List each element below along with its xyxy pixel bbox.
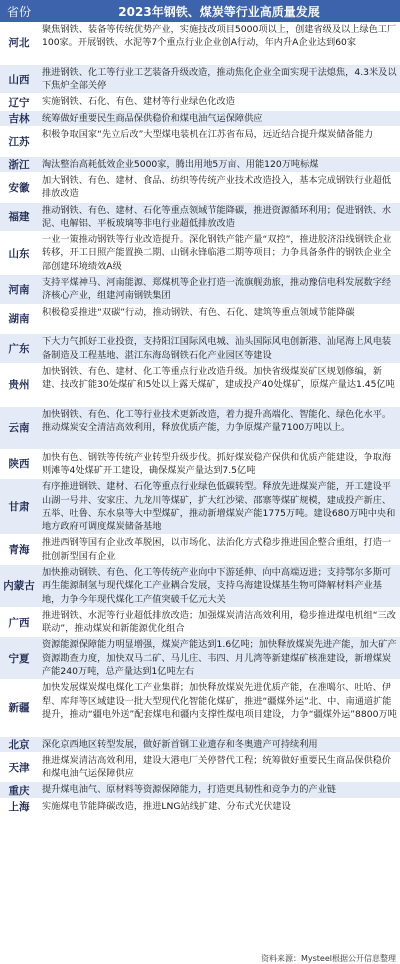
table-row <box>0 407 400 450</box>
province-cell: 湖南 <box>8 313 30 326</box>
table-row <box>0 232 400 275</box>
description-cell: 有序推进钢铁、建材、石化等重点行业绿色低碳转型。释放先进煤炭产能，开工建设平山湖一号井、安家庄、九龙川等煤矿，扩大红沙梁、邵寨等煤矿规模，建成投产新庄、五举、吐鲁、东水泉等大中型煤矿，推动新增煤炭产能1775万吨。建设680万吨中央和地方政府可调度煤炭储备基地 <box>42 481 396 533</box>
province-cell: 新疆 <box>8 702 30 715</box>
source-note: 资料来源：Mysteel根据公开信息整理 <box>0 953 400 964</box>
table-row <box>0 753 400 783</box>
description-cell: 加快有色、钢铁等传统产业转型升级步伐。抓好煤炭稳产保供和优质产能建设，争取海则滩等4处煤矿开工建设，确保煤炭产量达到7.5亿吨 <box>42 451 392 476</box>
province-cell: 河南 <box>8 283 30 296</box>
table-row <box>0 565 400 608</box>
table-row <box>0 479 400 535</box>
province-cell: 吉林 <box>8 112 30 125</box>
table-title: 2023年钢铁、煤炭等行业高质量发展 <box>118 4 320 19</box>
province-cell: 安徽 <box>8 181 30 194</box>
description-cell: 积极稳妥推进“双碳”行动，推动钢铁、有色、石化、建筑等重点领域节能降碳 <box>42 306 355 318</box>
description-cell: 下大力气抓好工业投资，支持阳江国际风电城、汕头国际风电创新港、汕尾海上风电装备制造及工程基地、湛江东海岛钢铁石化产业园区等建设 <box>42 336 392 361</box>
table-row <box>0 127 400 157</box>
province-cell: 上海 <box>8 800 30 813</box>
province-cell: 河北 <box>8 37 30 50</box>
table-row <box>0 275 400 305</box>
table-row <box>0 608 400 638</box>
description-cell: 一业一策推动钢铁等行业改造提升。深化钢铁产能产量“双控”，推进胶济沿线钢铁企业转移，开工日照产能置换二期、山钢永锋临港二期等项目；力争具备条件的钢铁企业全部创建环境绩效A级 <box>42 234 392 272</box>
province-cell: 宁夏 <box>8 652 30 665</box>
table-body <box>0 22 400 953</box>
table-row <box>0 111 400 127</box>
table-row <box>0 782 400 798</box>
table-row <box>0 737 400 753</box>
province-column-header: 省份 <box>6 4 31 19</box>
table-row <box>0 22 400 65</box>
description-cell: 统筹做好重要民生商品保供稳价和煤电油气运保障供应 <box>42 112 263 124</box>
description-cell: 加快发展煤炭煤电煤化工产业集群；加快释放煤炭先进优质产能，在准噶尔、吐哈、伊犁、库拜等区域建设一批大型现代化智能化煤矿，推进“疆煤外运”北、中、南通道扩能提升，推动“疆电外送”配套煤电和疆内支撑性煤电项目建设，力争“疆煤外运”8800万吨 <box>42 682 397 720</box>
description-cell: 支持平煤神马、河南能源、郑煤机等企业打造一流旗舰劲旅，推动豫信电科发展数字经济核心产业，组建河南钢铁集团 <box>42 277 392 302</box>
description-cell: 加快钢铁、有色、建材、化工等重点行业改造升级。加快省级煤炭矿区规划修编，新建、技改扩能30处煤矿和5处以上露天煤矿，建成投产40处煤矿，原煤产量达1.45亿吨 <box>42 365 395 391</box>
table-row <box>0 364 400 407</box>
table-row <box>0 680 400 736</box>
province-cell: 浙江 <box>8 158 30 171</box>
province-cell: 辽宁 <box>8 96 30 109</box>
description-cell: 推进钢铁、水泥等行业超低排放改造；加强煤炭清洁高效利用，稳步推进煤电机组“三改联动”，推动煤炭和新能源优化组合 <box>42 609 396 635</box>
table-row <box>0 305 400 335</box>
province-cell: 福建 <box>8 211 30 224</box>
description-cell: 积极争取国家“先立后改”大型煤电装机在江苏省布局，远近结合提升煤炭储备能力 <box>42 129 374 141</box>
description-cell: 加大钢铁、有色、建材、食品、纺织等传统产业技术改造投入，基本完成钢铁行业超低排放改造 <box>42 174 392 200</box>
province-cell: 甘肃 <box>8 501 30 514</box>
description-cell: 推进煤炭清洁高效利用，建设大港电厂关停替代工程；统筹做好重要民生商品保供稳价和煤电油气运保障供应 <box>42 754 392 780</box>
province-cell: 北京 <box>8 738 30 751</box>
table-row <box>0 94 400 110</box>
province-cell: 贵州 <box>8 379 30 392</box>
table-row <box>0 65 400 95</box>
province-cell: 广东 <box>8 343 30 356</box>
description-cell: 实施钢铁、石化、有色、建材等行业绿色化改造 <box>42 96 235 108</box>
province-cell: 江苏 <box>8 135 30 148</box>
description-cell: 加快钢铁、有色、化工等行业技术更新改造，着力提升高端化、智能化、绿色化水平。推动煤炭安全清洁高效利用，释放优质产能，力争原煤产量7100万吨以上。 <box>42 408 392 434</box>
province-cell: 重庆 <box>8 784 30 797</box>
province-cell: 山东 <box>8 247 30 260</box>
table-row <box>0 173 400 203</box>
description-cell: 推进钢铁、化工等行业工艺装备升级改造，推动焦化企业全面实现干法熄焦，4.3米及以下焦炉全部关停 <box>42 66 397 92</box>
table-row <box>0 157 400 173</box>
table-header <box>0 0 400 22</box>
description-cell: 提升煤电油气、原材料等资源保障能力，打造更具韧性和竞争力的产业链 <box>42 784 336 796</box>
description-cell: 加快推动钢铁、有色、化工等传统产业向中下游延伸、向中高端迈进；支持鄂尔多斯可再生能源制氢与现代煤化工产业耦合发展，支持乌海建设煤基生物可降解材料产业基地，力争今年现代煤化工产值突破千亿元大关 <box>42 566 392 605</box>
description-cell: 资源能源保障能力明显增强，煤炭产能达到1.6亿吨；加快释放煤炭先进产能，加大矿产资源勘查力度，加快双马二矿、马儿庄、韦四、月儿湾等新建煤矿核准建设，新增煤炭产能240万吨，总产量达到1亿吨左右 <box>42 639 397 678</box>
table-row <box>0 637 400 680</box>
province-cell: 陕西 <box>8 458 30 471</box>
province-cell: 天津 <box>8 761 30 774</box>
province-cell: 青海 <box>8 544 30 557</box>
description-cell: 推动钢铁、有色、建材、石化等重点领域节能降碳，推进资源循环利用；促进钢铁、水泥、电解铝、平板玻璃等非电行业超低排放改造 <box>42 204 392 229</box>
province-cell: 内蒙古 <box>3 580 35 593</box>
table-row <box>0 799 400 815</box>
table-row <box>0 334 400 364</box>
description-cell: 深化京西地区转型发展，做好新首钢工业遗存和冬奥遗产可持续利用 <box>42 738 318 750</box>
description-cell: 聚焦钢铁、装备等传统优势产业，实施技改项目5000项以上，创建省级及以上绿色工厂100家。开展钢铁、水泥等7个重点行业企业创A行动，年内升A企业达到60家 <box>42 24 397 49</box>
description-cell: 淘汰整治高耗低效企业5000家，腾出用地5万亩、用能120万吨标煤 <box>42 158 319 170</box>
table-row <box>0 450 400 480</box>
province-cell: 广西 <box>8 616 30 629</box>
description-cell: 推进西钢等国有企业改革脱困，以市场化、法治化方式稳步推进国企整合重组，打造一批创新型国有企业 <box>42 537 392 562</box>
province-cell: 云南 <box>8 422 30 435</box>
description-cell: 实施煤电节能降碳改造，推进LNG站线扩建、分布式光伏建设 <box>42 800 291 812</box>
table-row <box>0 203 400 233</box>
province-cell: 山西 <box>8 73 30 86</box>
table-row <box>0 535 400 565</box>
